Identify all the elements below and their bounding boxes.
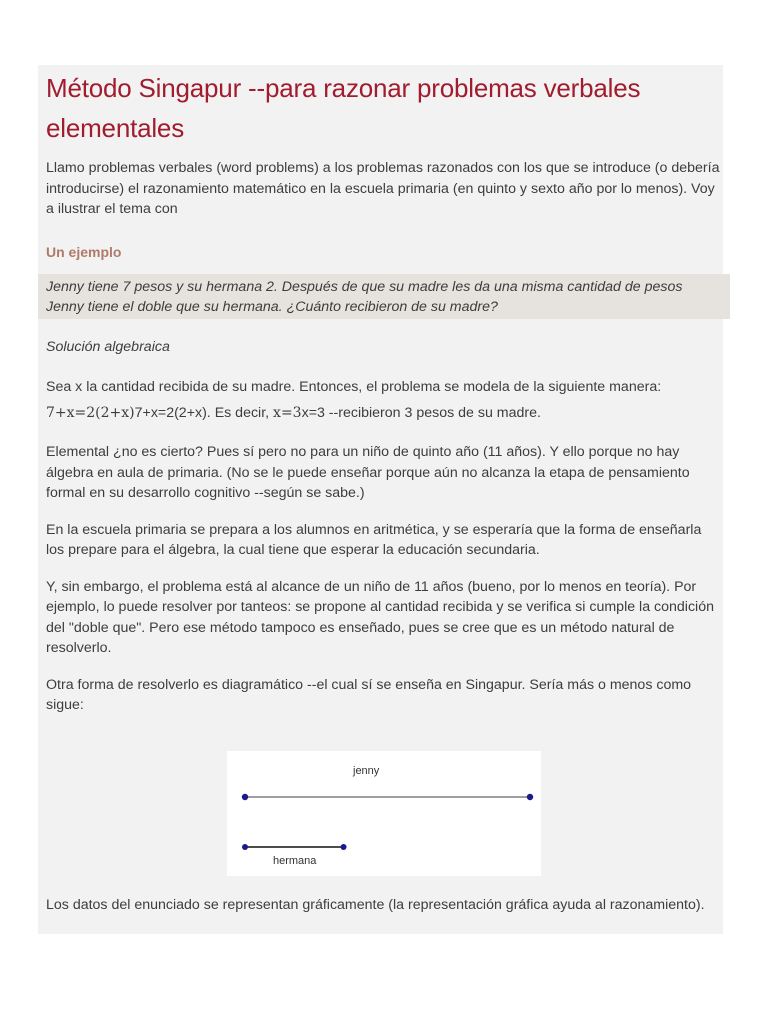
answer-text: x=3 --recibieron 3 pesos de su madre. <box>301 405 541 421</box>
equation-rendered: 7+x=2(2+x) <box>46 405 135 421</box>
jenny-end-point <box>527 794 533 800</box>
paragraph-elemental: Elemental ¿no es cierto? Pues sí pero no para un niño de quinto año (11 años). Y ello porque no hay álgebra en aula de primaria. (No se le puede enseñar porque aún no alcanza la etapa de pensamiento formal en su desarrollo cognitivo --según se sabe.) <box>46 444 690 501</box>
bar-diagram <box>227 751 541 876</box>
solution-text-1: Sea x la cantidad recibida de su madre. Entonces, el problema se modela de la siguiente manera: <box>46 379 662 395</box>
paragraph-datos: Los datos del enunciado se representan gráficamente (la representación gráfica ayuda al razonamiento). <box>46 897 705 913</box>
equation-text: 7+x=2(2+x). Es decir, <box>134 405 274 421</box>
answer-rendered: x=3 <box>273 405 302 421</box>
section-heading: Un ejemplo <box>46 243 122 260</box>
closing-section <box>46 895 722 916</box>
paragraph-escuela: En la escuela primaria se prepara a los alumnos en aritmética, y se esperaría que la forma de enseñarla los prepare para el álgebra, la cual tiene que esperar la educación secundaria. <box>46 521 702 558</box>
hermana-start-point <box>242 844 248 850</box>
jenny-label: jenny <box>353 765 380 777</box>
paragraph-otra-forma: Otra forma de resolverlo es diagramático --el cual sí se enseña en Singapur. Sería más o menos como sigue: <box>46 676 692 713</box>
hermana-label: hermana <box>273 855 317 867</box>
hermana-end-point <box>341 844 347 850</box>
intro-paragraph: Llamo problemas verbales (word problems) a los problemas razonados con los que se introduce (o debería introducirse) el razonamiento matemático en la escuela primaria (en quinto y sexto año por lo menos). Voy a ilustrar el tema con <box>46 160 720 217</box>
algebraic-solution-paragraph <box>46 374 722 426</box>
solution-title: Solución algebraica <box>46 338 170 355</box>
article-body <box>46 68 722 716</box>
paragraph-sin-embargo: Y, sin embargo, el problema está al alcance de un niño de 11 años (bueno, por lo menos en teoría). Por ejemplo, lo puede resolver por tanteos: se propone al cantidad recibida y se verifica si cumple la condición del "doble que". Pero ese método tampoco es enseñado, pues se cree que es un método natural de resolverlo. <box>46 578 714 656</box>
problem-statement: Jenny tiene 7 pesos y su hermana 2. Después de que su madre les da una misma cantidad de pesos Jenny tiene el doble que su hermana. ¿Cuánto recibieron de su madre? <box>38 274 730 319</box>
jenny-start-point <box>242 794 248 800</box>
page-title: Método Singapur --para razonar problemas verbales elementales <box>46 73 641 143</box>
